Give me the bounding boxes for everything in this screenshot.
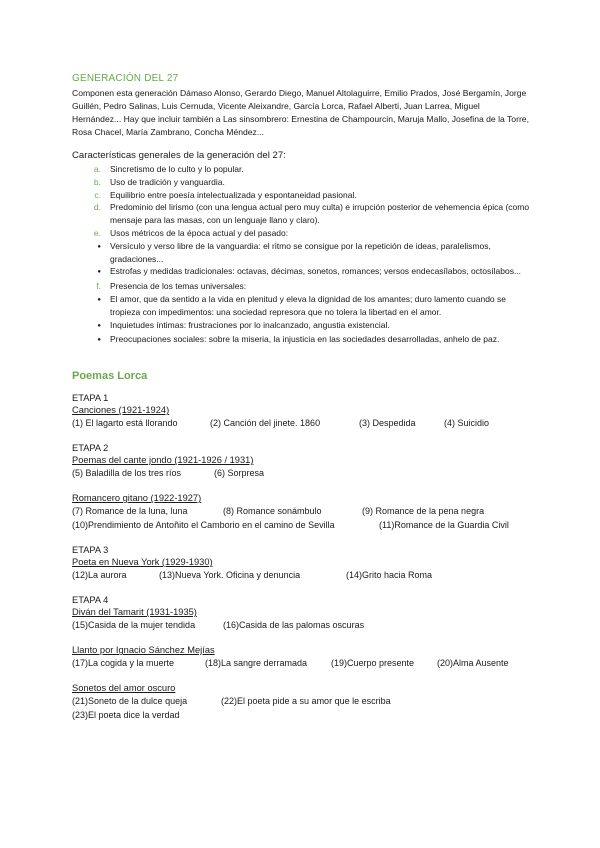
bullet-marker <box>72 333 110 348</box>
list-marker: d. <box>93 202 101 213</box>
characteristic-item <box>72 201 530 227</box>
poem-title: (21)Soneto de la dulce queja <box>72 696 188 707</box>
bullet-marker <box>72 293 110 319</box>
book-title: Llanto por Ignacio Sánchez Mejías <box>72 645 215 656</box>
characteristic-text: Presencia de los temas universales: <box>110 281 247 292</box>
poem-title: (7) Romance de la luna, luna <box>72 506 188 517</box>
poem-block <box>72 392 530 430</box>
characteristic-item <box>72 240 530 266</box>
characteristic-text: Sincretismo de lo culto y lo popular. <box>110 164 244 174</box>
characteristic-text: Usos métricos de la época actual y del pasado: <box>110 227 289 238</box>
intro-paragraph: Componen esta generación Dámaso Alonso, Gerardo Diego, Manuel Altolaguirre, Emilio Prados, José Bergamín, Jorge Guillén, Pedro Salinas, Luis Cernuda, Vicente Aleixandre, García Lorca, Rafael Alberti, Juan Larrea, Miguel Hernández... Hay que incluir también a Las sinsombrero: Ernestina de Champourcin, Maruja Mallo, Josefina de la Torre, Rosa Chacel, María Zambrano, Concha Méndez... <box>72 88 529 137</box>
book-title: Poemas del cante jondo (1921-1926 / 1931) <box>72 455 254 466</box>
characteristic-item <box>72 319 530 334</box>
characteristic-item <box>72 176 530 189</box>
characteristic-text: Preocupaciones sociales: sobre la miseria, la injusticia en las sociedades desarrolladas, anhelo de paz. <box>110 334 500 345</box>
characteristic-text: El amor, que da sentido a la vida en plenitud y eleva la dignidad de los amantes; duro lamento cuando se tropieza con impedimentos: una sociedad represora que no tolera la libertad en el amor. <box>110 293 506 317</box>
poem-row <box>72 708 530 722</box>
list-marker: c. <box>94 189 101 200</box>
characteristic-text: Equilibrio entre poesía intelectualizada y espontaneidad pasional. <box>110 189 357 200</box>
poem-row <box>72 466 530 480</box>
poem-title: (23)El poeta dice la verdad <box>72 710 180 721</box>
etapa-label: ETAPA 2 <box>72 443 109 454</box>
poem-block <box>72 682 530 722</box>
poem-title: (5) Baladilla de los tres ríos <box>72 468 182 479</box>
etapa-label: ETAPA 4 <box>72 595 109 606</box>
list-marker: e. <box>93 227 101 238</box>
poem-row <box>72 504 530 518</box>
poem-block <box>72 544 530 582</box>
poem-title: (15)Casida de la mujer tendida <box>72 620 196 631</box>
book-title: Poeta en Nueva York (1929-1930) <box>72 557 213 568</box>
poem-title: (3) Despedida <box>359 418 416 429</box>
poem-title: (8) Romance sonámbulo <box>223 506 322 517</box>
characteristic-text: Predominio del lirismo (con una lengua actual pero muy culta) e irrupción posterior de vehemencia épica (como mensaje para las masas, con un lenguaje llano y claro). <box>110 202 530 226</box>
list-marker: f. <box>96 281 101 292</box>
characteristic-text: Estrofas y medidas tradicionales: octavas, décimas, sonetos, romances; versos endecasílabos, octosílabos... <box>110 266 522 277</box>
characteristic-item <box>72 293 530 319</box>
poem-title: (10)Prendimiento de Antoñito el Camborio en el camino de Sevilla <box>72 520 335 531</box>
poem-blocks <box>72 392 530 722</box>
poem-title: (22)El poeta pide a su amor que le escriba <box>221 696 391 707</box>
poem-title: (17)La cogida y la muerte <box>72 658 175 669</box>
characteristic-item <box>72 280 530 293</box>
characteristics-heading: Características generales de la generación del 27: <box>72 150 286 161</box>
bullet-marker <box>72 319 110 334</box>
poem-title: (13)Nueva York. Oficina y denuncia <box>159 570 301 581</box>
poem-title: (12)La aurora <box>72 570 127 581</box>
section-title: GENERACIÓN DEL 27 <box>72 73 179 84</box>
characteristic-item <box>72 333 530 348</box>
characteristic-text: Inquietudes íntimas: frustraciones por lo inalcanzado, angustia existencial. <box>110 319 390 330</box>
book-title: Diván del Tamarit (1931-1935) <box>72 607 197 618</box>
bullet-marker <box>72 265 110 280</box>
characteristic-item <box>72 227 530 240</box>
characteristics-list <box>72 163 530 348</box>
poem-title: (16)Casida de las palomas oscuras <box>223 620 365 631</box>
poem-title: (20)Alma Ausente <box>437 658 509 669</box>
characteristic-text: Uso de tradición y vanguardia. <box>110 176 225 187</box>
list-marker: b. <box>93 176 101 187</box>
bullet-marker <box>72 240 110 266</box>
poem-title: (9) Romance de la pena negra <box>362 506 485 517</box>
poem-row <box>72 656 530 670</box>
characteristic-text: Versículo y verso libre de la vanguardia: el ritmo se consigue por la repetición de ideas, paralelismos, gradaciones... <box>110 240 491 264</box>
characteristic-item <box>72 163 530 176</box>
poem-row <box>72 416 530 430</box>
book-title: Sonetos del amor oscuro <box>72 683 176 694</box>
etapa-label: ETAPA 1 <box>72 393 109 404</box>
poem-title: (11)Romance de la Guardia Civil <box>379 520 509 531</box>
characteristic-item <box>72 189 530 202</box>
poem-title: (18)La sangre derramada <box>205 658 308 669</box>
poem-row <box>72 518 530 532</box>
poem-title: (4) Suicidio <box>444 418 490 429</box>
etapa-label: ETAPA 3 <box>72 545 109 556</box>
poem-title: (6) Sorpresa <box>214 468 265 479</box>
poem-title: (2) Canción del jinete. 1860 <box>210 418 321 429</box>
poem-block <box>72 442 530 480</box>
characteristic-item <box>72 265 530 280</box>
list-marker: a. <box>93 164 101 174</box>
poem-row <box>72 694 530 708</box>
poem-row <box>72 618 530 632</box>
poem-row <box>72 568 530 582</box>
poem-block <box>72 594 530 632</box>
book-title: Canciones (1921-1924) <box>72 405 170 416</box>
poem-title: (1) El lagarto está llorando <box>72 418 178 429</box>
poem-title: (14)Grito hacia Roma <box>346 570 433 581</box>
poem-block <box>72 492 530 532</box>
poem-title: (19)Cuerpo presente <box>331 658 415 669</box>
poemas-title: Poemas Lorca <box>72 370 148 383</box>
book-title: Romancero gitano (1922-1927) <box>72 493 202 504</box>
poem-block <box>72 644 530 670</box>
